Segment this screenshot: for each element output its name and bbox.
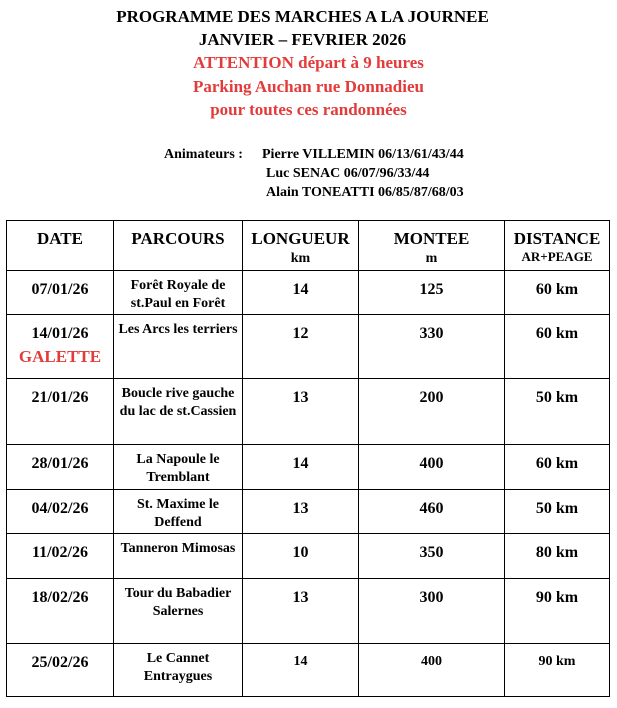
cell-length: 14 (243, 445, 359, 490)
document-title: PROGRAMME DES MARCHES A LA JOURNEE (116, 7, 489, 26)
cell-route: St. Maxime le Deffend (114, 490, 243, 534)
table-row (7, 271, 610, 315)
cell-climb: 330 (359, 315, 505, 379)
table-row (7, 534, 610, 579)
cell-date: 18/02/26 (7, 579, 114, 644)
cell-route: Forêt Royale de st.Paul en Forêt (114, 271, 243, 315)
cell-length: 13 (243, 579, 359, 644)
galette-note: GALETTE (18, 347, 102, 366)
hike-schedule-table (6, 220, 610, 697)
cell-distance: 90 km (505, 579, 610, 644)
cell-route: Tour du Babadier Salernes (114, 579, 243, 644)
cell-length: 13 (243, 490, 359, 534)
animator-1: Pierre VILLEMIN 06/13/61/43/44 (262, 147, 464, 162)
cell-route: Tanneron Mimosas (114, 534, 243, 579)
cell-route: Boucle rive gauche du lac de st.Cassien (114, 379, 243, 445)
header-parcours: PARCOURS (114, 221, 243, 271)
cell-climb: 200 (359, 379, 505, 445)
table-row (7, 445, 610, 490)
cell-route: La Napoule le Tremblant (114, 445, 243, 490)
cell-length: 12 (243, 315, 359, 379)
header-montee: MONTEE m (359, 221, 505, 271)
cell-date: 25/02/26 (7, 644, 114, 697)
cell-climb: 400 (359, 644, 505, 697)
table-row (7, 644, 610, 697)
cell-distance: 60 km (505, 445, 610, 490)
cell-climb: 350 (359, 534, 505, 579)
table-row (7, 490, 610, 534)
animator-3: Alain TONEATTI 06/85/87/68/03 (266, 185, 464, 200)
cell-date: 14/01/26 GALETTE (7, 315, 114, 379)
departure-notice: ATTENTION départ à 9 heures (193, 53, 424, 72)
parking-notice: Parking Auchan rue Donnadieu (193, 77, 424, 96)
cell-route: Le Cannet Entraygues (114, 644, 243, 697)
cell-date: 21/01/26 (7, 379, 114, 445)
cell-date: 11/02/26 (7, 534, 114, 579)
table-row (7, 379, 610, 445)
header-longueur: LONGUEUR km (243, 221, 359, 271)
cell-distance: 50 km (505, 490, 610, 534)
cell-date: 04/02/26 (7, 490, 114, 534)
scope-notice: pour toutes ces randonnées (210, 100, 407, 119)
header-date: DATE (7, 221, 114, 271)
animators-label: Animateurs : (164, 147, 243, 162)
cell-distance: 80 km (505, 534, 610, 579)
cell-length: 14 (243, 644, 359, 697)
table-header-row (7, 221, 610, 271)
cell-climb: 460 (359, 490, 505, 534)
cell-distance: 50 km (505, 379, 610, 445)
table-row (7, 579, 610, 644)
cell-distance: 60 km (505, 315, 610, 379)
cell-climb: 125 (359, 271, 505, 315)
header-distance: DISTANCE AR+PEAGE (505, 221, 610, 271)
table-row (7, 315, 610, 379)
cell-distance: 90 km (505, 644, 610, 697)
cell-climb: 400 (359, 445, 505, 490)
cell-length: 10 (243, 534, 359, 579)
cell-climb: 300 (359, 579, 505, 644)
cell-distance: 60 km (505, 271, 610, 315)
cell-length: 13 (243, 379, 359, 445)
cell-date: 07/01/26 (7, 271, 114, 315)
cell-date: 28/01/26 (7, 445, 114, 490)
cell-route: Les Arcs les terriers (114, 315, 243, 379)
animator-2: Luc SENAC 06/07/96/33/44 (266, 166, 430, 181)
period-title: JANVIER – FEVRIER 2026 (198, 30, 407, 49)
cell-length: 14 (243, 271, 359, 315)
